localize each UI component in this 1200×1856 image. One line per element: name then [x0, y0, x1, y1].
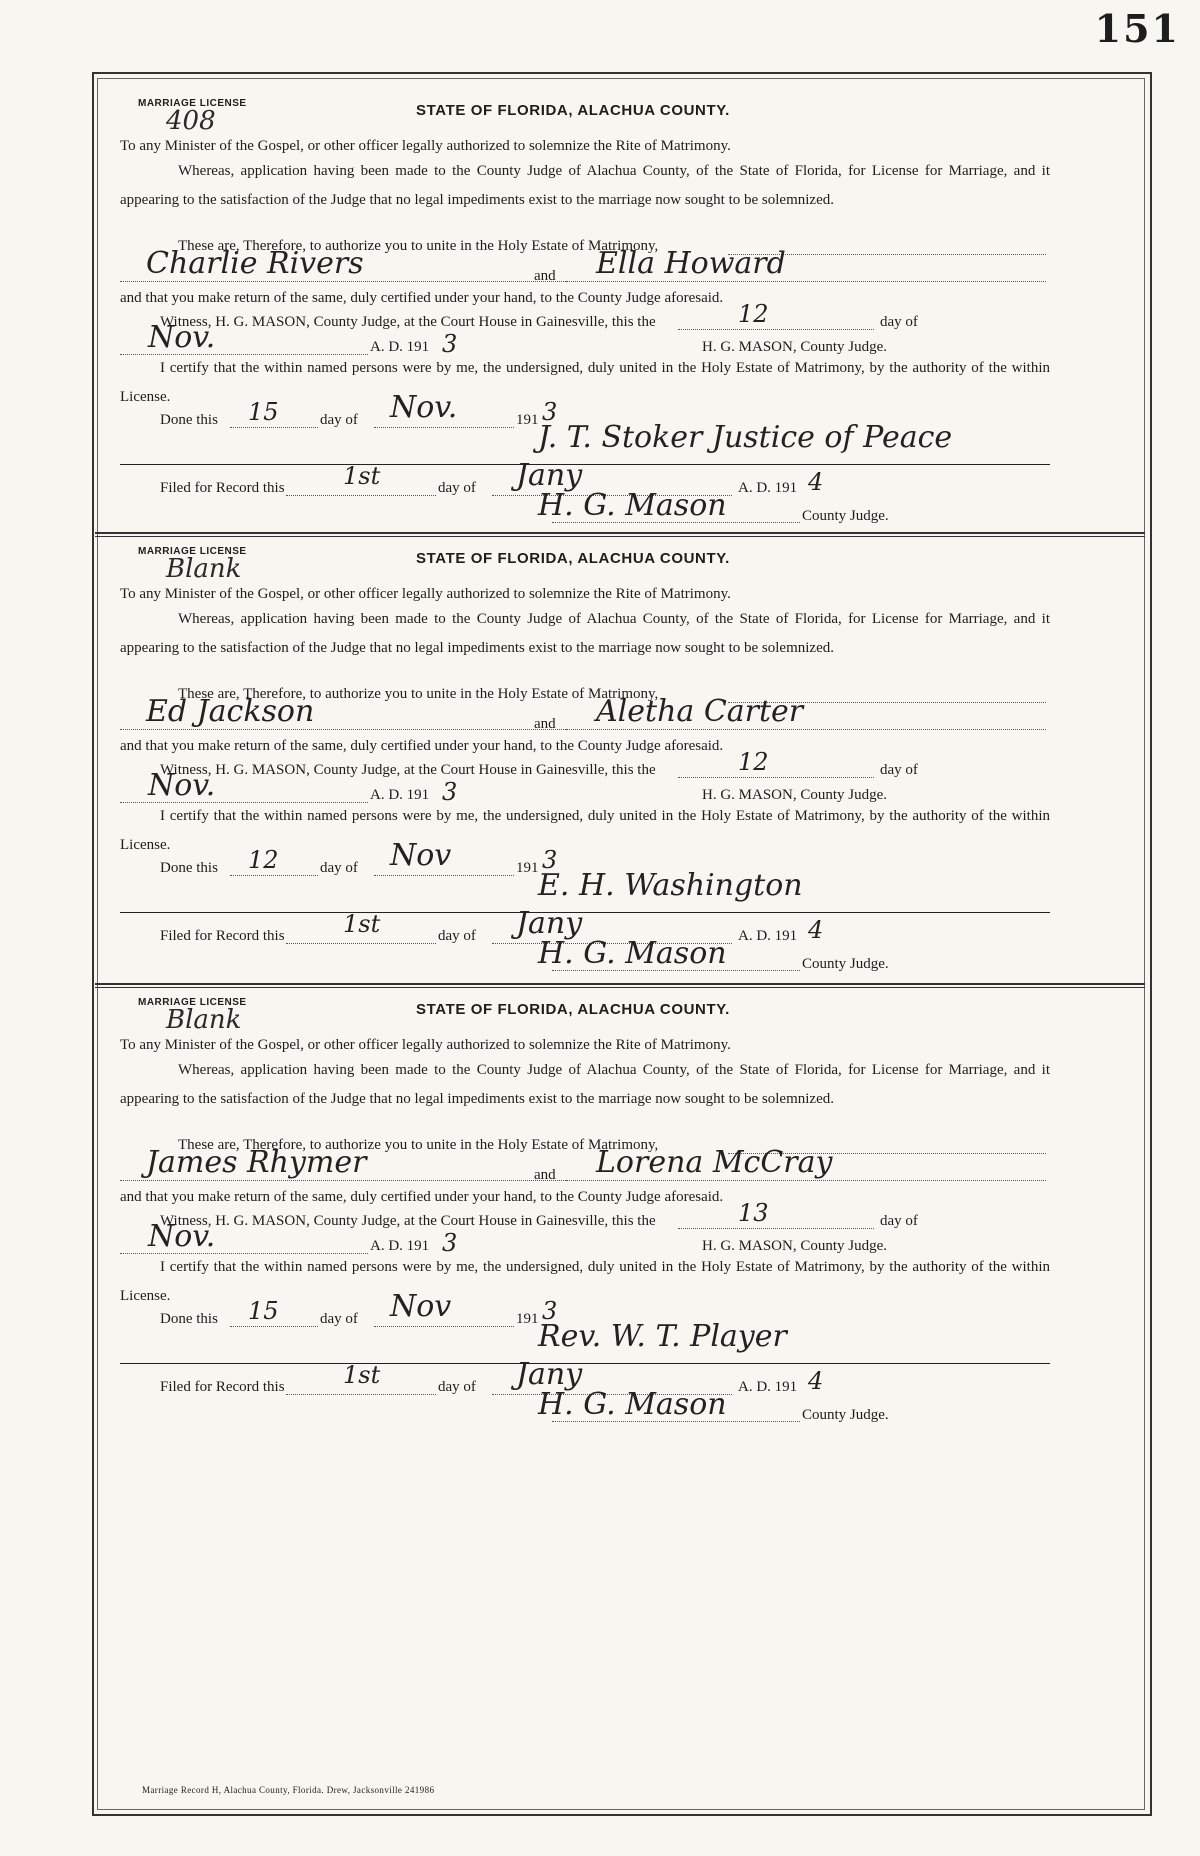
- filed-day: 1st: [343, 462, 381, 490]
- done-year-digit: 3: [542, 398, 558, 426]
- license-number: 408: [166, 106, 216, 136]
- footer-imprint: Marriage Record H, Alachua County, Florida. Drew, Jacksonville 241986: [142, 1785, 435, 1795]
- license-separator: [95, 536, 1145, 537]
- officiant-signature: J. T. Stoker Justice of Peace: [538, 420, 953, 455]
- whereas-paragraph: Whereas, application having been made to the County Judge of Alachua County, of the State of Florida, for License for Marriage, and it appearing to the satisfaction of the Judge that no legal impediments exist to the marriage now sought to be solemnized.: [120, 611, 1050, 656]
- day-of-label: day of: [880, 762, 918, 778]
- issued-day: 12: [738, 748, 769, 776]
- issued-day-dots: [678, 1228, 874, 1229]
- license-separator: [95, 987, 1145, 988]
- filed-month: Jany: [516, 906, 583, 941]
- filed-ad-label: A. D. 191: [738, 1379, 798, 1395]
- officiant-line: [120, 912, 1050, 913]
- filed-year-digit: 4: [808, 1367, 824, 1395]
- judge-name: H. G. MASON, County Judge.: [702, 1238, 888, 1254]
- and-label: and: [534, 268, 556, 284]
- license-number: Blank: [166, 1005, 242, 1035]
- license-number: Blank: [166, 554, 242, 584]
- filed-day-dots: [286, 943, 436, 944]
- authorize-line: These are, Therefore, to authorize you to unite in the Holy Estate of Matrimony,: [178, 238, 659, 254]
- filed-year-digit: 4: [808, 468, 824, 496]
- done-day-dots: [230, 1326, 318, 1327]
- issued-month: Nov.: [148, 768, 216, 803]
- judge-signature: H. G. Mason: [538, 936, 727, 971]
- license-label: MARRIAGE LICENSE: [138, 997, 247, 1008]
- witness-line: Witness, H. G. MASON, County Judge, at the Court House in Gainesville, this the: [160, 762, 656, 778]
- done-month: Nov: [390, 838, 452, 873]
- done-month-dots: [374, 875, 514, 876]
- filed-day-of-label: day of: [438, 480, 476, 496]
- license-heading: STATE OF FLORIDA, ALACHUA COUNTY.: [416, 102, 730, 119]
- done-day: 15: [248, 1297, 279, 1325]
- filed-day: 1st: [343, 910, 381, 938]
- groom-name: Charlie Rivers: [146, 246, 364, 281]
- day-of-label: day of: [880, 1213, 918, 1229]
- done-day: 12: [248, 846, 279, 874]
- filed-day: 1st: [343, 1361, 381, 1389]
- license-heading: STATE OF FLORIDA, ALACHUA COUNTY.: [416, 1001, 730, 1018]
- judge-signature: H. G. Mason: [538, 1387, 727, 1422]
- certify-paragraph: I certify that the within named persons were by me, the undersigned, duly united in the Holy Estate of Matrimony, by the authority of the within License.: [120, 808, 1050, 853]
- officiant-line: [120, 464, 1050, 465]
- done-month: Nov: [390, 1289, 452, 1324]
- bride-dots: [566, 1180, 1046, 1181]
- done-year-label: 191: [516, 1311, 539, 1327]
- and-label: and: [534, 1167, 556, 1183]
- filed-ad-label: A. D. 191: [738, 480, 798, 496]
- filed-ad-label: A. D. 191: [738, 928, 798, 944]
- done-year-digit: 3: [542, 846, 558, 874]
- witness-line: Witness, H. G. MASON, County Judge, at the Court House in Gainesville, this the: [160, 1213, 656, 1229]
- issued-year-digit: 3: [442, 1229, 458, 1257]
- issued-ad-label: A. D. 191: [370, 1238, 430, 1254]
- address-line: To any Minister of the Gospel, or other officer legally authorized to solemnize the Rite of Matrimony.: [120, 138, 731, 154]
- issued-year-digit: 3: [442, 330, 458, 358]
- filed-day-dots: [286, 495, 436, 496]
- done-day-dots: [230, 427, 318, 428]
- done-this-label: Done this: [160, 412, 218, 428]
- filed-day-of-label: day of: [438, 928, 476, 944]
- authorize-line: These are, Therefore, to authorize you to unite in the Holy Estate of Matrimony,: [178, 686, 659, 702]
- page-number: 151: [1094, 6, 1180, 51]
- issued-month: Nov.: [148, 1219, 216, 1254]
- filed-month: Jany: [516, 458, 583, 493]
- done-day-dots: [230, 875, 318, 876]
- officiant-signature: E. H. Washington: [538, 868, 803, 903]
- judge-signature: H. G. Mason: [538, 488, 727, 523]
- county-judge-label: County Judge.: [802, 956, 889, 972]
- issued-day-dots: [678, 777, 874, 778]
- issued-day: 13: [738, 1199, 769, 1227]
- filed-day-dots: [286, 1394, 436, 1395]
- authorize-line: These are, Therefore, to authorize you to unite in the Holy Estate of Matrimony,: [178, 1137, 659, 1153]
- day-of-label: day of: [880, 314, 918, 330]
- license-heading: STATE OF FLORIDA, ALACHUA COUNTY.: [416, 550, 730, 567]
- and-label: and: [534, 716, 556, 732]
- witness-line: Witness, H. G. MASON, County Judge, at the Court House in Gainesville, this the: [160, 314, 656, 330]
- whereas-paragraph: Whereas, application having been made to the County Judge of Alachua County, of the State of Florida, for License for Marriage, and it appearing to the satisfaction of the Judge that no legal impediments exist to the marriage now sought to be solemnized.: [120, 163, 1050, 208]
- done-month: Nov.: [390, 390, 458, 425]
- certify-paragraph: I certify that the within named persons were by me, the undersigned, duly united in the Holy Estate of Matrimony, by the authority of the within License.: [120, 1259, 1050, 1304]
- done-year-digit: 3: [542, 1297, 558, 1325]
- filed-label: Filed for Record this: [160, 480, 285, 496]
- county-judge-label: County Judge.: [802, 508, 889, 524]
- license-separator: [95, 532, 1145, 534]
- done-this-label: Done this: [160, 1311, 218, 1327]
- issued-ad-label: A. D. 191: [370, 339, 430, 355]
- done-day-of-label: day of: [320, 860, 358, 876]
- done-this-label: Done this: [160, 860, 218, 876]
- done-year-label: 191: [516, 412, 539, 428]
- bride-name: Aletha Carter: [596, 694, 804, 729]
- address-line: To any Minister of the Gospel, or other officer legally authorized to solemnize the Rite of Matrimony.: [120, 586, 731, 602]
- filed-year-digit: 4: [808, 916, 824, 944]
- filed-label: Filed for Record this: [160, 1379, 285, 1395]
- issued-ad-label: A. D. 191: [370, 787, 430, 803]
- groom-name: Ed Jackson: [146, 694, 315, 729]
- officiant-line: [120, 1363, 1050, 1364]
- judge-name: H. G. MASON, County Judge.: [702, 339, 888, 355]
- return-line: and that you make return of the same, duly certified under your hand, to the County Judge aforesaid.: [120, 1189, 724, 1205]
- done-year-label: 191: [516, 860, 539, 876]
- county-judge-label: County Judge.: [802, 1407, 889, 1423]
- address-line: To any Minister of the Gospel, or other officer legally authorized to solemnize the Rite of Matrimony.: [120, 1037, 731, 1053]
- done-month-dots: [374, 427, 514, 428]
- bride-name: Lorena McCray: [596, 1145, 833, 1180]
- certify-paragraph: I certify that the within named persons were by me, the undersigned, duly united in the Holy Estate of Matrimony, by the authority of the within License.: [120, 360, 1050, 405]
- bride-name: Ella Howard: [596, 246, 786, 281]
- filed-month: Jany: [516, 1357, 583, 1392]
- bride-dots: [566, 729, 1046, 730]
- issued-month: Nov.: [148, 320, 216, 355]
- license-label: MARRIAGE LICENSE: [138, 98, 247, 109]
- officiant-signature: Rev. W. T. Player: [538, 1319, 787, 1354]
- return-line: and that you make return of the same, duly certified under your hand, to the County Judge aforesaid.: [120, 290, 724, 306]
- done-month-dots: [374, 1326, 514, 1327]
- done-day-of-label: day of: [320, 1311, 358, 1327]
- judge-name: H. G. MASON, County Judge.: [702, 787, 888, 803]
- license-separator: [95, 983, 1145, 985]
- issued-day-dots: [678, 329, 874, 330]
- bride-dots: [566, 281, 1046, 282]
- done-day-of-label: day of: [320, 412, 358, 428]
- done-day: 15: [248, 398, 279, 426]
- groom-name: James Rhymer: [146, 1145, 367, 1180]
- filed-day-of-label: day of: [438, 1379, 476, 1395]
- issued-day: 12: [738, 300, 769, 328]
- whereas-paragraph: Whereas, application having been made to the County Judge of Alachua County, of the State of Florida, for License for Marriage, and it appearing to the satisfaction of the Judge that no legal impediments exist to the marriage now sought to be solemnized.: [120, 1062, 1050, 1107]
- filed-label: Filed for Record this: [160, 928, 285, 944]
- return-line: and that you make return of the same, duly certified under your hand, to the County Judge aforesaid.: [120, 738, 724, 754]
- issued-year-digit: 3: [442, 778, 458, 806]
- license-label: MARRIAGE LICENSE: [138, 546, 247, 557]
